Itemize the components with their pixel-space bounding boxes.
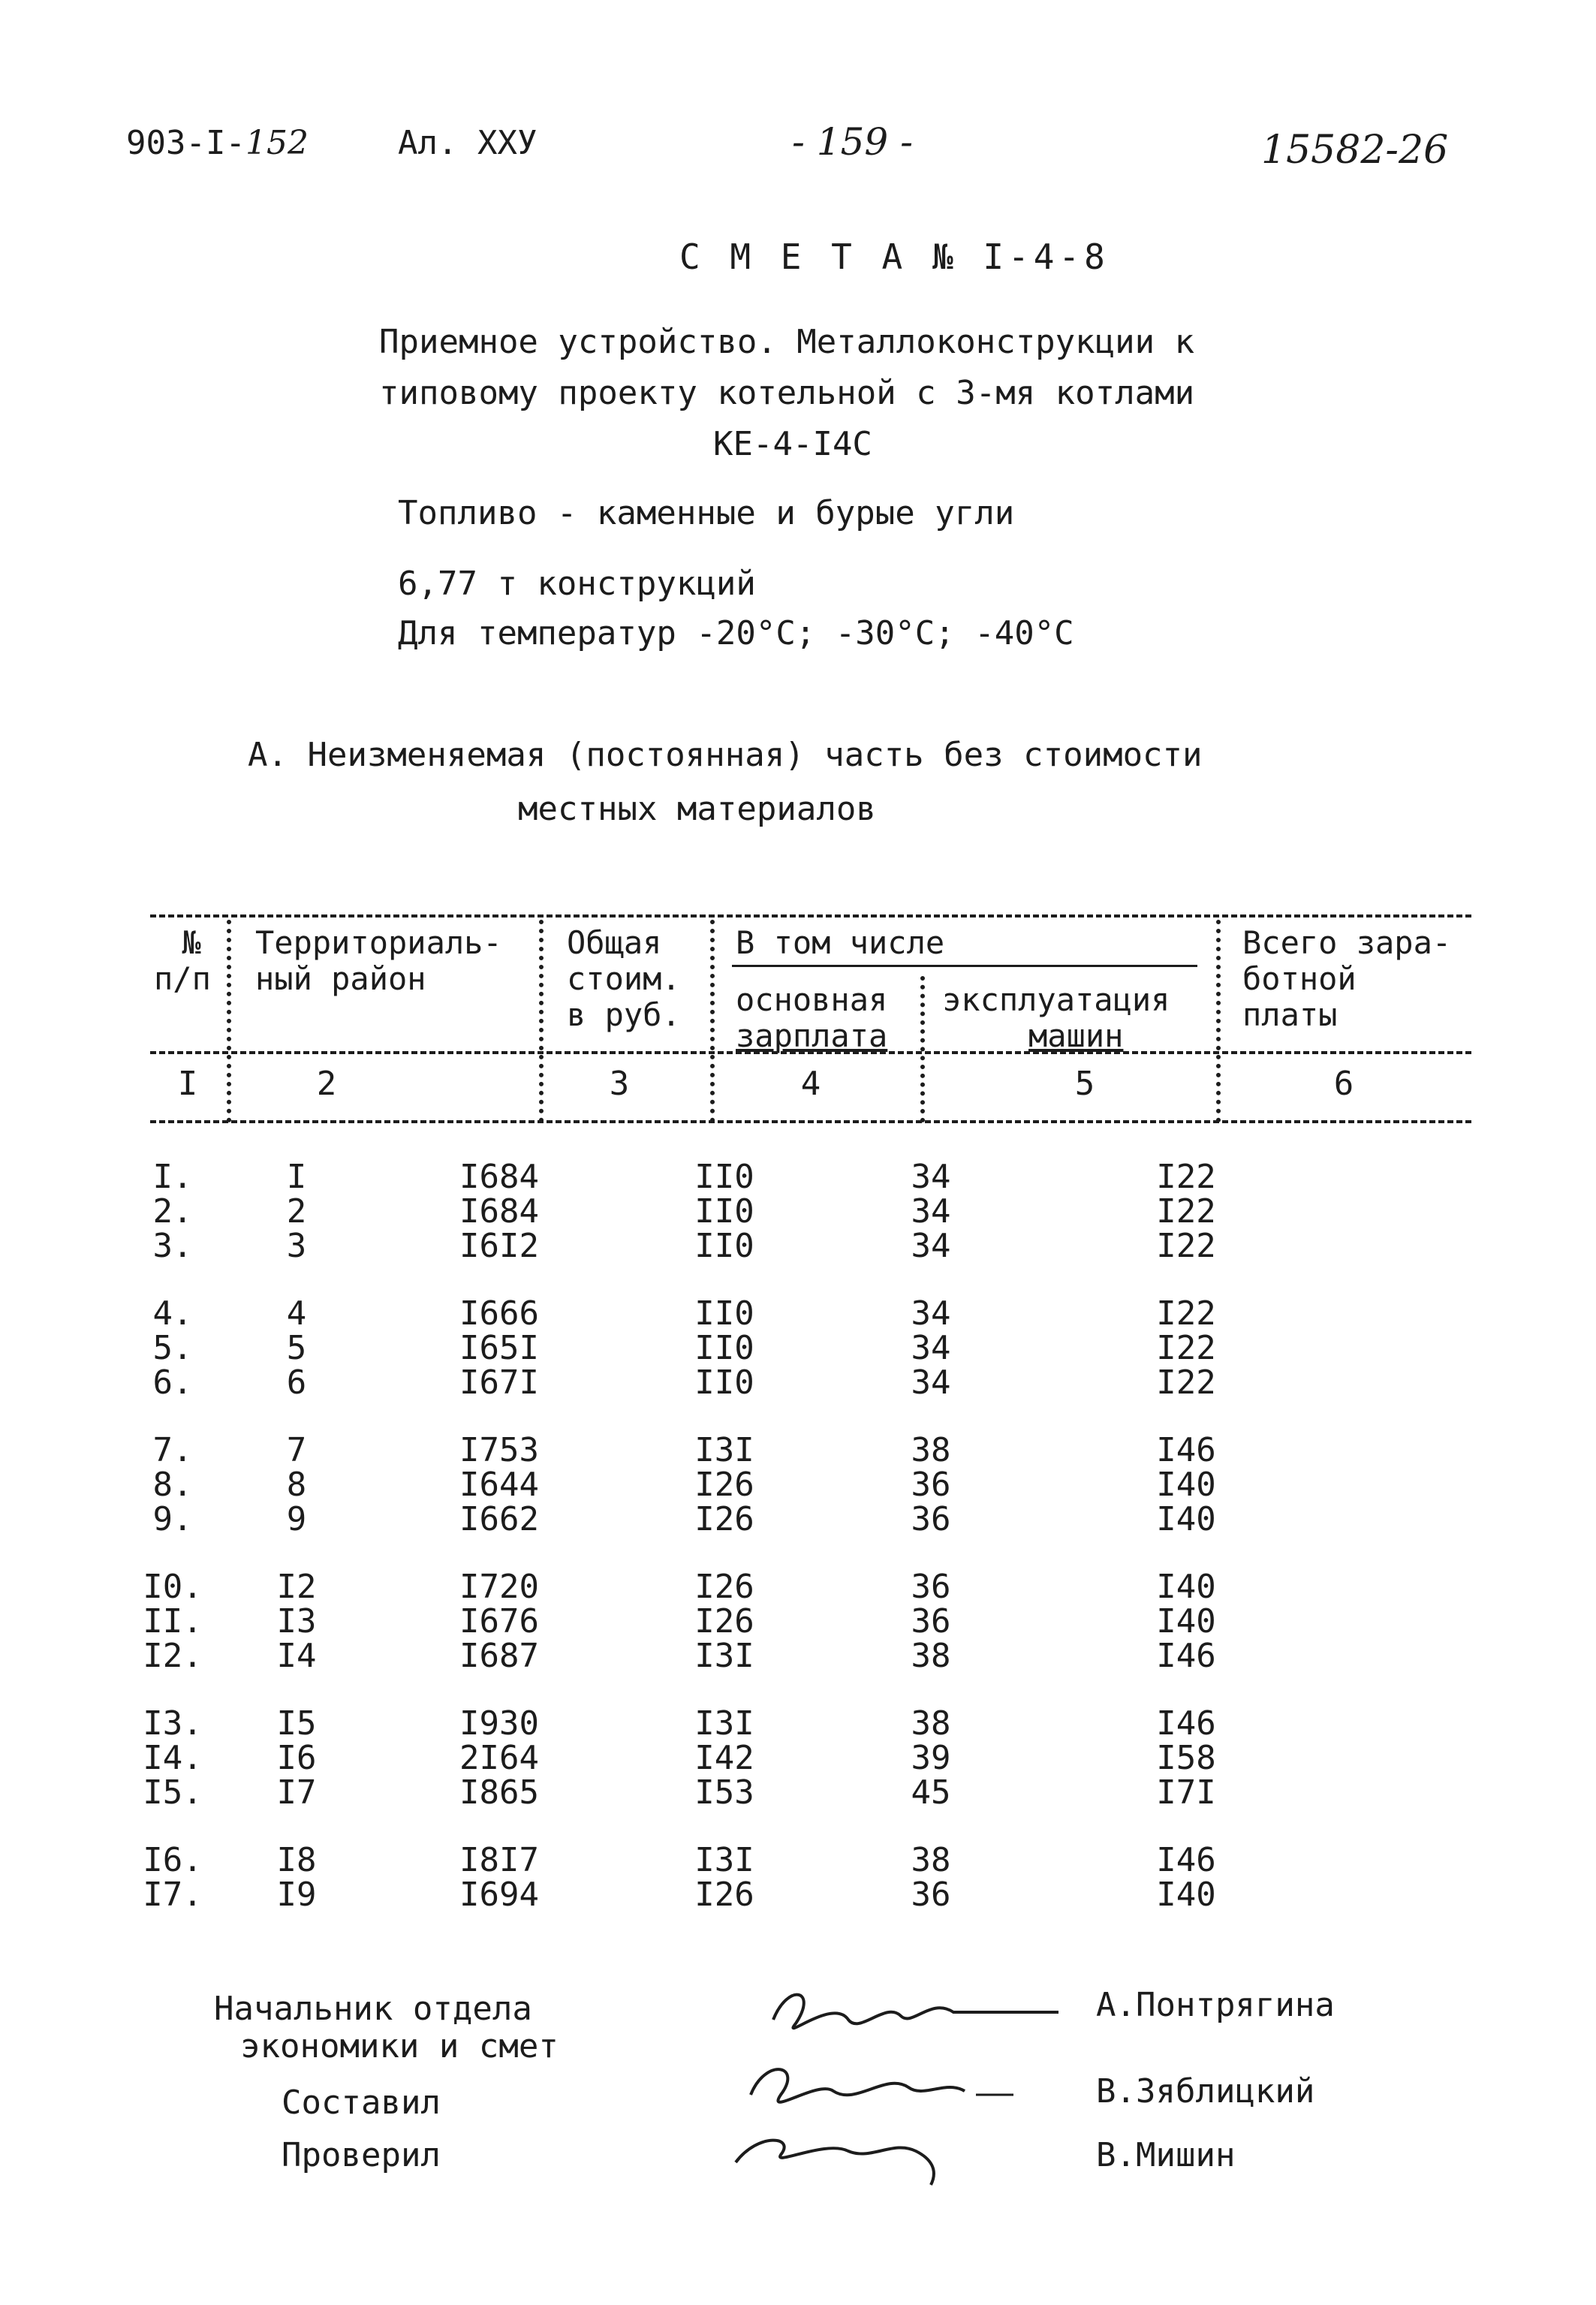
subtitle-line-3: КЕ-4-I4С <box>713 425 872 463</box>
col-number-4: 4 <box>800 1065 821 1103</box>
base-salary-cell: I53 <box>694 1773 754 1812</box>
row-number-cell: I0. <box>143 1568 203 1606</box>
total-wages-cell: I22 <box>1156 1329 1216 1367</box>
header-col1-line2: п/п <box>154 960 211 997</box>
base-salary-cell: II0 <box>694 1329 754 1367</box>
document-code-handwritten: 152 <box>245 124 309 162</box>
header-col5-line1: эксплуатация <box>942 981 1170 1018</box>
table-header-bottom-rule <box>150 1120 1471 1123</box>
total-cost-cell: I694 <box>459 1876 539 1914</box>
total-wages-cell: I40 <box>1156 1466 1216 1504</box>
total-cost-cell: I687 <box>459 1637 539 1675</box>
territorial-district-cell: I <box>286 1158 307 1196</box>
row-number-cell: 9. <box>152 1500 193 1538</box>
row-number-cell: I3. <box>143 1704 203 1743</box>
column-separator-4 <box>920 976 925 1122</box>
machine-operation-cell: 38 <box>911 1431 951 1469</box>
header-col6-line2: ботной <box>1242 960 1357 997</box>
table-row <box>120 1366 1329 1400</box>
signature-name-1: А.Понтрягина <box>1096 1986 1335 2024</box>
territorial-district-cell: 8 <box>286 1466 307 1504</box>
row-group-gap-cell <box>120 1810 1329 1843</box>
base-salary-cell: II0 <box>694 1158 754 1196</box>
row-number-cell: 6. <box>152 1363 193 1402</box>
row-group-gap-cell <box>120 1674 1329 1707</box>
total-cost-cell: I684 <box>459 1158 539 1196</box>
group-underline <box>732 965 1197 967</box>
row-group-gap <box>120 1400 1329 1433</box>
signature-scribble-1 <box>773 1995 1058 2029</box>
document-code <box>126 124 309 162</box>
column-separator-2 <box>539 920 544 1122</box>
estimate-table <box>120 1160 1329 1912</box>
total-cost-cell: I720 <box>459 1568 539 1606</box>
machine-operation-cell: 36 <box>911 1602 951 1641</box>
row-number-cell: I7. <box>143 1876 203 1914</box>
machine-operation-cell: 38 <box>911 1841 951 1879</box>
total-cost-cell: I865 <box>459 1773 539 1812</box>
territorial-district-cell: I3 <box>276 1602 317 1641</box>
row-number-cell: I5. <box>143 1773 203 1812</box>
total-cost-cell: I930 <box>459 1704 539 1743</box>
header-col3-line3: в руб. <box>567 996 681 1033</box>
header-col5-line2: машин <box>1028 1017 1124 1054</box>
document-code-printed: 903-I- <box>126 124 245 162</box>
total-wages-cell: I40 <box>1156 1568 1216 1606</box>
header-col2-line2: ный район <box>255 960 426 997</box>
row-number-cell: I. <box>152 1158 193 1196</box>
territorial-district-cell: I6 <box>276 1739 317 1777</box>
table-row <box>120 1468 1329 1502</box>
table-row <box>120 1843 1329 1878</box>
base-salary-cell: I3I <box>694 1704 754 1743</box>
row-group-gap <box>120 1674 1329 1707</box>
machine-operation-cell: 36 <box>911 1500 951 1538</box>
base-salary-cell: I26 <box>694 1568 754 1606</box>
territorial-district-cell: I8 <box>276 1841 317 1879</box>
table-row <box>120 1570 1329 1604</box>
table-row <box>120 1229 1329 1264</box>
total-cost-cell: I67I <box>459 1363 539 1402</box>
total-wages-cell: I7I <box>1156 1773 1216 1812</box>
row-group-gap <box>120 1264 1329 1297</box>
total-wages-cell: I22 <box>1156 1227 1216 1265</box>
signature-role-3: Проверил <box>282 2136 441 2174</box>
table-row <box>120 1331 1329 1366</box>
signature-role-2: Составил <box>282 2084 441 2122</box>
header-col3-line1: Общая <box>567 924 662 961</box>
signature-scribble-3 <box>736 2141 934 2185</box>
row-group-gap-cell <box>120 1400 1329 1433</box>
territorial-district-cell: I2 <box>276 1568 317 1606</box>
machine-operation-cell: 34 <box>911 1363 951 1402</box>
base-salary-cell: II0 <box>694 1294 754 1333</box>
table-row <box>120 1604 1329 1639</box>
machine-operation-cell: 36 <box>911 1466 951 1504</box>
header-col1-line1: № <box>182 924 201 961</box>
total-wages-cell: I40 <box>1156 1500 1216 1538</box>
signature-role-1-line-1: Начальник отдела <box>214 1990 532 2028</box>
territorial-district-cell: 5 <box>286 1329 307 1367</box>
machine-operation-cell: 45 <box>911 1773 951 1812</box>
territorial-district-cell: 9 <box>286 1500 307 1538</box>
base-salary-cell: I26 <box>694 1876 754 1914</box>
base-salary-cell: I26 <box>694 1500 754 1538</box>
machine-operation-cell: 39 <box>911 1739 951 1777</box>
fuel-line: Топливо - каменные и бурые угли <box>398 494 1015 532</box>
signature-role-1-line-2: экономики и смет <box>240 2027 559 2065</box>
total-cost-cell: I684 <box>459 1192 539 1231</box>
estimate-title: С М Е Т А № I-4-8 <box>679 237 1110 277</box>
base-salary-cell: I26 <box>694 1602 754 1641</box>
territorial-district-cell: 4 <box>286 1294 307 1333</box>
header-col6-line1: Всего зара- <box>1242 924 1452 961</box>
header-col3-line2: стоим. <box>567 960 681 997</box>
column-separator-1 <box>227 920 231 1122</box>
document-number: 15582-26 <box>1261 128 1449 173</box>
machine-operation-cell: 36 <box>911 1876 951 1914</box>
machine-operation-cell: 34 <box>911 1192 951 1231</box>
total-cost-cell: I676 <box>459 1602 539 1641</box>
total-wages-cell: I46 <box>1156 1704 1216 1743</box>
col-number-3: 3 <box>609 1065 630 1103</box>
table-row <box>120 1639 1329 1674</box>
base-salary-cell: II0 <box>694 1192 754 1231</box>
header-col6-line3: платы <box>1242 996 1338 1033</box>
temperature-line: Для температур -20°С; -30°С; -40°С <box>398 614 1074 652</box>
machine-operation-cell: 34 <box>911 1158 951 1196</box>
row-group-gap-cell <box>120 1264 1329 1297</box>
territorial-district-cell: I4 <box>276 1637 317 1675</box>
row-group-gap <box>120 1810 1329 1843</box>
base-salary-cell: I3I <box>694 1637 754 1675</box>
col-number-6: 6 <box>1333 1065 1354 1103</box>
total-wages-cell: I46 <box>1156 1637 1216 1675</box>
territorial-district-cell: 6 <box>286 1363 307 1402</box>
table-row <box>120 1878 1329 1912</box>
base-salary-cell: I3I <box>694 1841 754 1879</box>
row-number-cell: II. <box>143 1602 203 1641</box>
header-col2-line1: Территориаль- <box>255 924 502 961</box>
section-heading-line-1: А. Неизменяемая (постоянная) часть без стоимости <box>248 736 1203 774</box>
base-salary-cell: I26 <box>694 1466 754 1504</box>
section-heading-line-2: местных материалов <box>518 790 876 828</box>
column-separator-5 <box>1216 920 1221 1122</box>
total-wages-cell: I22 <box>1156 1294 1216 1333</box>
total-wages-cell: I40 <box>1156 1876 1216 1914</box>
machine-operation-cell: 34 <box>911 1329 951 1367</box>
album-label: Ал. XXУ <box>398 124 538 162</box>
col-number-5: 5 <box>1074 1065 1095 1103</box>
table-row <box>120 1776 1329 1810</box>
table-row <box>120 1741 1329 1776</box>
mass-line: 6,77 т конструкций <box>398 565 756 603</box>
table-row <box>120 1433 1329 1468</box>
col-number-1: I <box>177 1065 198 1103</box>
row-number-cell: 3. <box>152 1227 193 1265</box>
base-salary-cell: II0 <box>694 1227 754 1265</box>
total-wages-cell: I58 <box>1156 1739 1216 1777</box>
territorial-district-cell: I7 <box>276 1773 317 1812</box>
total-cost-cell: I753 <box>459 1431 539 1469</box>
total-cost-cell: I65I <box>459 1329 539 1367</box>
machine-operation-cell: 36 <box>911 1568 951 1606</box>
row-number-cell: 7. <box>152 1431 193 1469</box>
header-group: В том числе <box>736 924 945 961</box>
total-wages-cell: I40 <box>1156 1602 1216 1641</box>
signature-scribble-2 <box>751 2069 965 2102</box>
signature-name-2: В.Зяблицкий <box>1096 2072 1315 2111</box>
base-salary-cell: I3I <box>694 1431 754 1469</box>
total-cost-cell: I666 <box>459 1294 539 1333</box>
row-number-cell: I2. <box>143 1637 203 1675</box>
header-col4-line2: зарплата <box>736 1017 888 1054</box>
total-wages-cell: I22 <box>1156 1363 1216 1402</box>
row-number-cell: 8. <box>152 1466 193 1504</box>
machine-operation-cell: 34 <box>911 1227 951 1265</box>
row-number-cell: 4. <box>152 1294 193 1333</box>
total-wages-cell: I22 <box>1156 1192 1216 1231</box>
territorial-district-cell: 3 <box>286 1227 307 1265</box>
base-salary-cell: II0 <box>694 1363 754 1402</box>
header-col4-line1: основная <box>736 981 888 1018</box>
row-group-gap <box>120 1537 1329 1570</box>
column-separator-3 <box>710 920 715 1122</box>
table-row <box>120 1160 1329 1195</box>
total-wages-cell: I22 <box>1156 1158 1216 1196</box>
row-number-cell: I6. <box>143 1841 203 1879</box>
signature-name-3: В.Мишин <box>1096 2136 1236 2174</box>
subtitle-line-1: Приемное устройство. Металлоконструкции к <box>379 323 1195 361</box>
machine-operation-cell: 38 <box>911 1637 951 1675</box>
row-number-cell: I4. <box>143 1739 203 1777</box>
machine-operation-cell: 34 <box>911 1294 951 1333</box>
total-cost-cell: I644 <box>459 1466 539 1504</box>
total-cost-cell: I6I2 <box>459 1227 539 1265</box>
table-row <box>120 1707 1329 1741</box>
subtitle-line-2: типовому проекту котельной с 3-мя котлами <box>379 374 1195 412</box>
table-top-rule <box>150 914 1471 917</box>
territorial-district-cell: 2 <box>286 1192 307 1231</box>
row-number-cell: 5. <box>152 1329 193 1367</box>
total-cost-cell: 2I64 <box>459 1739 539 1777</box>
total-wages-cell: I46 <box>1156 1431 1216 1469</box>
machine-operation-cell: 38 <box>911 1704 951 1743</box>
table-row <box>120 1502 1329 1537</box>
total-cost-cell: I8I7 <box>459 1841 539 1879</box>
col-number-2: 2 <box>316 1065 337 1103</box>
row-number-cell: 2. <box>152 1192 193 1231</box>
territorial-district-cell: 7 <box>286 1431 307 1469</box>
table-row <box>120 1195 1329 1229</box>
total-wages-cell: I46 <box>1156 1841 1216 1879</box>
table-row <box>120 1297 1329 1331</box>
page-number: - 159 - <box>792 120 914 164</box>
handwritten-signatures <box>706 1967 1081 2192</box>
territorial-district-cell: I5 <box>276 1704 317 1743</box>
total-cost-cell: I662 <box>459 1500 539 1538</box>
base-salary-cell: I42 <box>694 1739 754 1777</box>
territorial-district-cell: I9 <box>276 1876 317 1914</box>
row-group-gap-cell <box>120 1537 1329 1570</box>
